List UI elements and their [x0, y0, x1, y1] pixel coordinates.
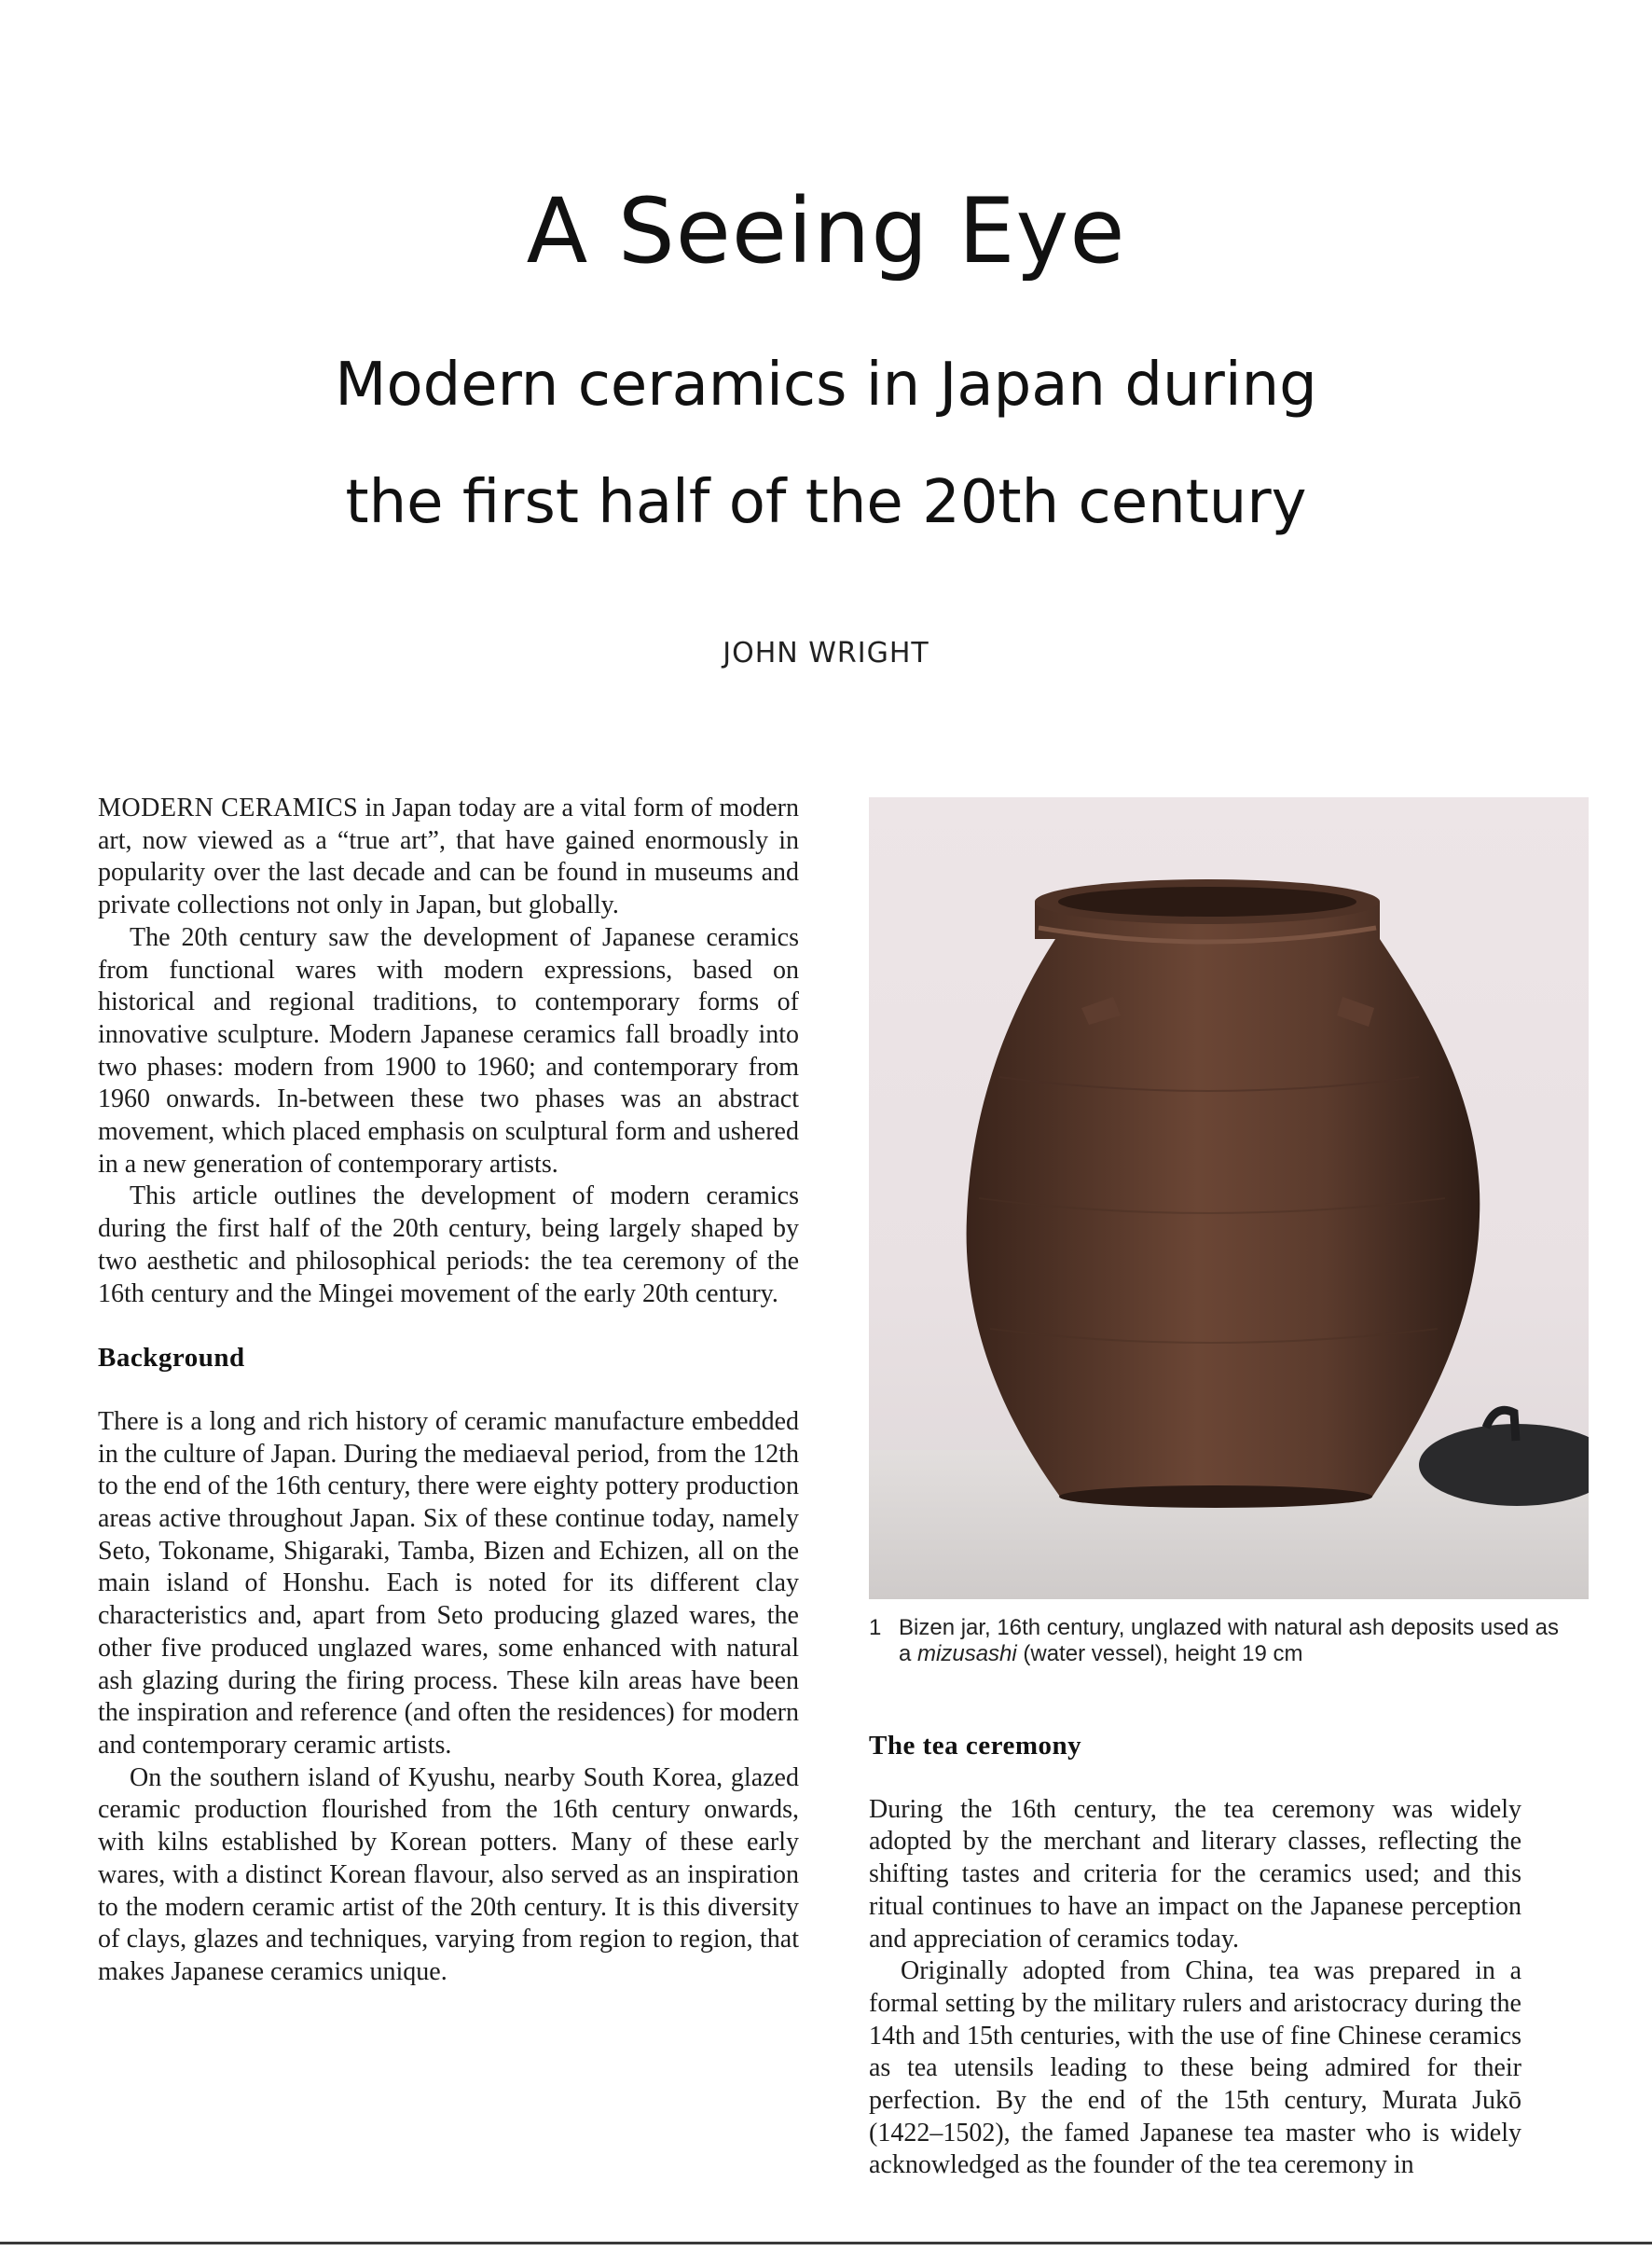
intro-paragraph [98, 793, 799, 922]
left-column [98, 793, 799, 1989]
figure-caption-text: Bizen jar, 16th century, unglazed with natural ash deposits used as a mizusashi (water vessel), height 19 cm [899, 1615, 1559, 1666]
article-subtitle-line-1: Modern ceramics in Japan during [335, 351, 1317, 420]
right-column [869, 1730, 1521, 2182]
paragraph-history: There is a long and rich history of ceramic manufacture embedded in the culture of Japan. During the mediaeval period, from the 12th to the end of the 16th century, there were eighty pottery production areas active throughout Japan. Six of these continue today, namely Seto, Tokoname, Shigaraki, Tamba, Bizen and Echizen, all on the main island of Honshu. Each is noted for its different clay characteristics and, apart from Seto producing glazed wares, the other five produced unglazed wares, some enhanced with natural ash glazing during the firing process. These kiln areas have been the inspiration and reference (and often the residences) for modern and contemporary ceramic artists. [98, 1406, 799, 1760]
paragraph-20th-century: The 20th century saw the development of Japanese ceramics from functional wares with modern expressions, based on historical and regional traditions, to contemporary forms of innovative sculpture. Modern Japanese ceramics fall broadly into two phases: modern from 1900 to 1960; and contemporary from 1960 onwards. In-between these two phases was an abstract movement, which placed emphasis on sculptural form and ushered in a new generation of contemporary artists. [98, 922, 799, 1179]
heading-tea-ceremony: The tea ceremony [869, 1731, 1082, 1761]
page-bottom-rule [0, 2242, 1652, 2244]
article-title: A Seeing Eye [526, 179, 1126, 283]
intro-lead-in: MODERN CERAMICS [98, 794, 359, 822]
figure-number: 1 [869, 1615, 882, 1640]
paragraph-article-outline: This article outlines the development of modern ceramics during the first half of the 20th century, being largely shaped by two aesthetic and philosophical periods: the tea ceremony of the 16th century and the Mingei movement of the early 20th century. [98, 1181, 799, 1308]
bizen-jar-photo [869, 797, 1589, 1599]
figure-caption [869, 1615, 1559, 1667]
paragraph-china-origins: Originally adopted from China, tea was prepared in a formal setting by the military rulers and aristocracy during the 14th and 15th centuries, with the use of fine Chinese ceramics as tea utensils leading to these being admired for their perfection. By the end of the 15th century, Murata Jukō (1422–1502), the famed Japanese tea master who is widely acknowledged as the founder of the tea ceremony in [869, 1956, 1521, 2180]
paragraph-kyushu: On the southern island of Kyushu, nearby South Korea, glazed ceramic production flourished from the 16th century onwards, with kilns established by Korean potters. Many of these early wares, with a distinct Korean flavour, also served as an inspiration to the modern ceramic artist of the 20th century. It is this diversity of clays, glazes and techniques, varying from region to region, that makes Japanese ceramics unique. [98, 1762, 799, 1986]
heading-background: Background [98, 1343, 245, 1374]
article-subtitle-line-2: the first half of the 20th century [345, 468, 1307, 537]
intro-text: in Japan today are a vital form of modern art, now viewed as a “true art”, that have gained enormously in popularity over the last decade and can be found in museums and private collections not only in Japan, but globally. [98, 794, 799, 920]
paragraph-16th-century: During the 16th century, the tea ceremony was widely adopted by the merchant and literary classes, reflecting the shifting tastes and criteria for the ceramics used; and this ritual continues to have an impact on the Japanese perception and appreciation of ceramics today. [869, 1794, 1521, 1954]
article-author: JOHN WRIGHT [723, 637, 929, 670]
